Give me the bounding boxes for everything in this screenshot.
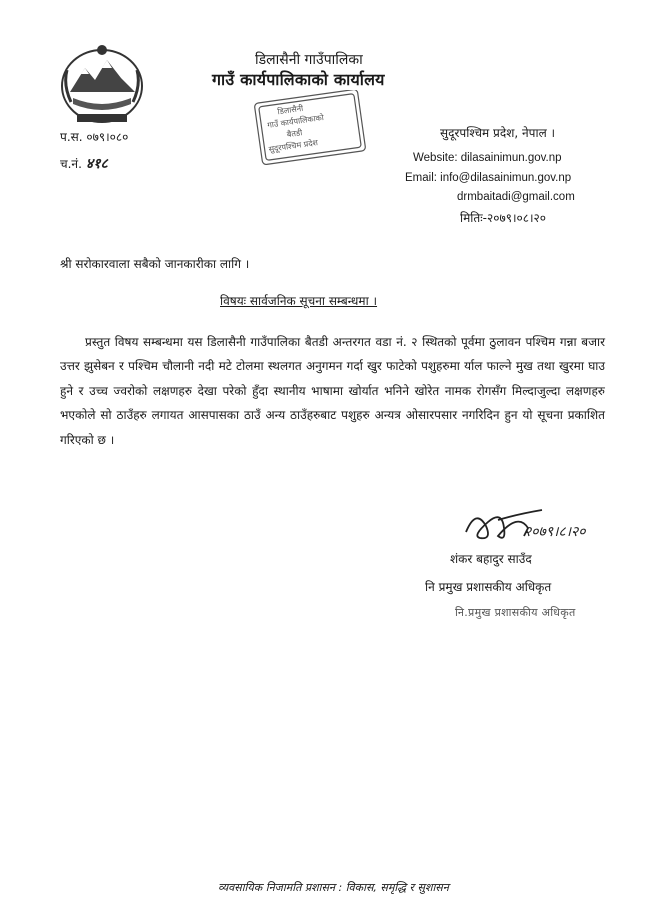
nepal-emblem-icon (55, 40, 150, 125)
svg-text:गाउँ कार्यपालिकाको: गाउँ कार्यपालिकाको (266, 113, 325, 130)
signatory-stamp: नि.प्रमुख प्रशासकीय अधिकृत (455, 606, 576, 619)
signatory-title: नि प्रमुख प्रशासकीय अधिकृत (425, 580, 552, 594)
email-line-2: drmbaitadi@gmail.com (457, 191, 575, 203)
salutation: श्री सरोकारवाला सबैको जानकारीका लागि । (60, 257, 250, 271)
subject-line: विषयः सार्वजनिक सूचना सम्बन्धमा । (220, 294, 378, 308)
municipality-name: डिलासैनी गाउँपालिका (255, 52, 363, 68)
footer-motto: व्यवसायिक निजामति प्रशासन : विकास, समृद्धि र सुशासन (218, 881, 449, 894)
svg-text:सुदूरपश्चिम प्रदेश: सुदूरपश्चिम प्रदेश (268, 138, 319, 154)
svg-text:बैतडी: बैतडी (286, 128, 303, 140)
office-name: गाउँ कार्यपालिकाको कार्यालय (212, 70, 385, 89)
reference-cn (60, 154, 108, 173)
svg-text:२०७९।८।२०: २०७९।८।२० (524, 524, 586, 540)
handwritten-signature-icon (458, 502, 633, 552)
website-line: Website: dilasainimun.gov.np (413, 152, 562, 164)
office-stamp-icon (250, 90, 370, 165)
email-line: Email: info@dilasainimun.gov.np (405, 172, 572, 184)
svg-text:डिलासैनी: डिलासैनी (276, 103, 304, 117)
letter-body: प्रस्तुत विषय सम्बन्धमा यस डिलासैनी गाउँपालिका बैतडी अन्तरगत वडा नं. २ स्थितको पूर्वमा ठुलावन पश्चिम गन्ना बजार उत्तर झुसेबन र पश्चिम चौलानी नदी मटे टोलमा स्थलगत अनुगमन गर्दा खुर फाटेको पशुहरुमा र्याल फाल्ने मुख तथा खुरमा घाउ हुने र उच्च ज्वरोको लक्षणहरु देखा परेको हुँदा स्थानीय भाषामा खोर्यात भनिने खोरेत नामक रोगसँग मिल्दाजुल्दा लक्षणहरु भएकोले सो ठाउँहरु लगायत आसपासका ठाउँ अन्य ठाउँहरुबाट पशुहरु अन्यत्र ओसारपसार नगरिदिन हुन यो सूचना प्रकाशित गरिएको छ । (60, 335, 605, 447)
signatory-name: शंकर बहादुर साउँद (450, 552, 532, 566)
reference-ps: प.स. ०७९।०८० (60, 130, 129, 144)
cn-label: च.नं. (60, 157, 82, 171)
date-line: मितिः-२०७९।०८।२० (460, 211, 547, 225)
cn-value: ४१८ (85, 156, 108, 172)
province-line: सुदूरपश्चिम प्रदेश, नेपाल । (440, 126, 556, 140)
